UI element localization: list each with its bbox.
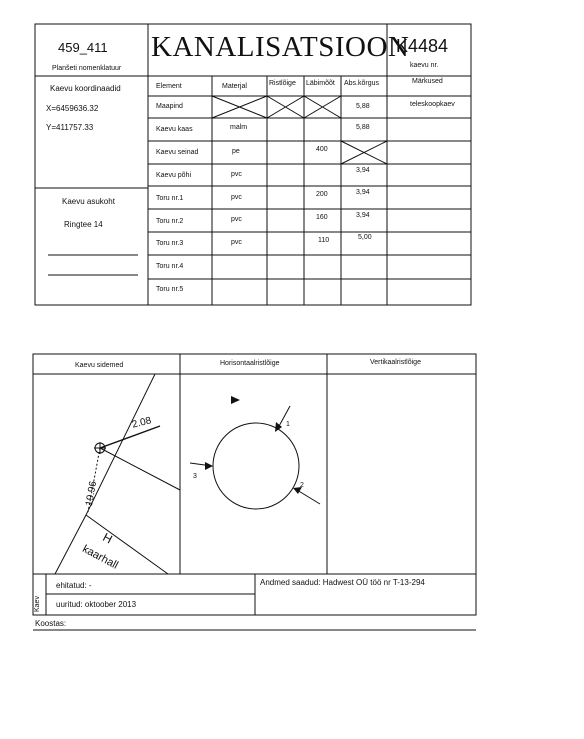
col-header-notes: Märkused	[412, 78, 443, 85]
row-material: pvc	[231, 194, 242, 201]
pipe-label-3: 3	[193, 473, 197, 480]
row-abs-height: 3,94	[356, 212, 370, 219]
col-header-section: Ristlõige	[269, 80, 296, 87]
page-title: KANALISATSIOON	[151, 31, 410, 63]
row-diameter: 160	[316, 214, 328, 221]
col-header-material: Materjal	[222, 83, 247, 90]
building-letter: H	[100, 530, 115, 547]
surveyed-date: uuritud: oktoober 2013	[56, 600, 137, 609]
row-element: Toru nr.1	[156, 195, 184, 202]
row-diameter: 400	[316, 146, 328, 153]
data-source: Andmed saadud: Hadwest OÜ töö nr T-13-294	[260, 578, 425, 587]
col-header-element: Element	[156, 83, 182, 90]
dimension-label-b: 19.96	[84, 480, 100, 507]
row-element: Maapind	[156, 103, 183, 110]
sheet-label: Planšeti nomenklatuur	[52, 65, 122, 72]
well-id: K4484	[396, 36, 449, 56]
coordinate-y: Y=411757.33	[46, 123, 94, 132]
location-label: Kaevu asukoht	[62, 197, 115, 206]
panel-title-connections: Kaevu sidemed	[75, 362, 124, 369]
coordinates-label: Kaevu koordinaadid	[50, 84, 121, 93]
row-abs-height: 3,94	[356, 167, 370, 174]
site-sketch	[55, 374, 180, 574]
dimension-label-a: 2.08	[131, 415, 153, 431]
row-material: pvc	[231, 171, 242, 178]
row-material: pvc	[231, 239, 242, 246]
row-notes: teleskoopkaev	[410, 101, 455, 108]
row-diameter: 110	[318, 237, 330, 244]
row-element: Kaevu seinad	[156, 149, 199, 156]
row-material: malm	[230, 124, 248, 131]
row-abs-height: 5,88	[356, 103, 370, 110]
pipe-label-1: 1	[286, 421, 290, 428]
pipe-label-2: 2	[300, 482, 304, 489]
panel-title-vertical: Vertikaalristlõige	[370, 359, 421, 366]
row-material: pe	[232, 148, 240, 155]
well-circle	[213, 423, 299, 509]
col-header-diameter: Läbimõõt	[306, 80, 335, 87]
coordinate-x: X=6459636.32	[46, 104, 99, 113]
row-element: Kaevu põhi	[156, 172, 192, 179]
location-address: Ringtee 14	[64, 220, 103, 229]
row-element: Toru nr.2	[156, 218, 184, 225]
panel-title-horizontal: Horisontaalristlõige	[220, 360, 280, 367]
well-id-label: kaevu nr.	[410, 62, 439, 69]
built-date: ehitatud: -	[56, 581, 92, 590]
row-element: Toru nr.4	[156, 263, 184, 270]
row-element: Toru nr.5	[156, 286, 184, 293]
row-abs-height: 3,94	[356, 189, 370, 196]
col-header-abs-height: Abs.kõrgus	[344, 80, 380, 87]
row-element: Toru nr.3	[156, 240, 184, 247]
horizontal-section	[190, 406, 320, 509]
row-element: Kaevu kaas	[156, 126, 193, 133]
row-abs-height: 5,88	[356, 124, 370, 131]
building-name: kaarhall	[80, 543, 121, 572]
compiled-by: Koostas:	[35, 619, 67, 628]
sheet-number: 459_411	[58, 40, 108, 55]
north-arrow-icon	[231, 396, 240, 404]
row-material: pvc	[231, 216, 242, 223]
row-diameter: 200	[316, 191, 328, 198]
row-abs-height: 5,00	[358, 234, 372, 241]
side-label: Kaev	[34, 596, 41, 612]
pipe-3-arrow-icon	[205, 462, 213, 470]
